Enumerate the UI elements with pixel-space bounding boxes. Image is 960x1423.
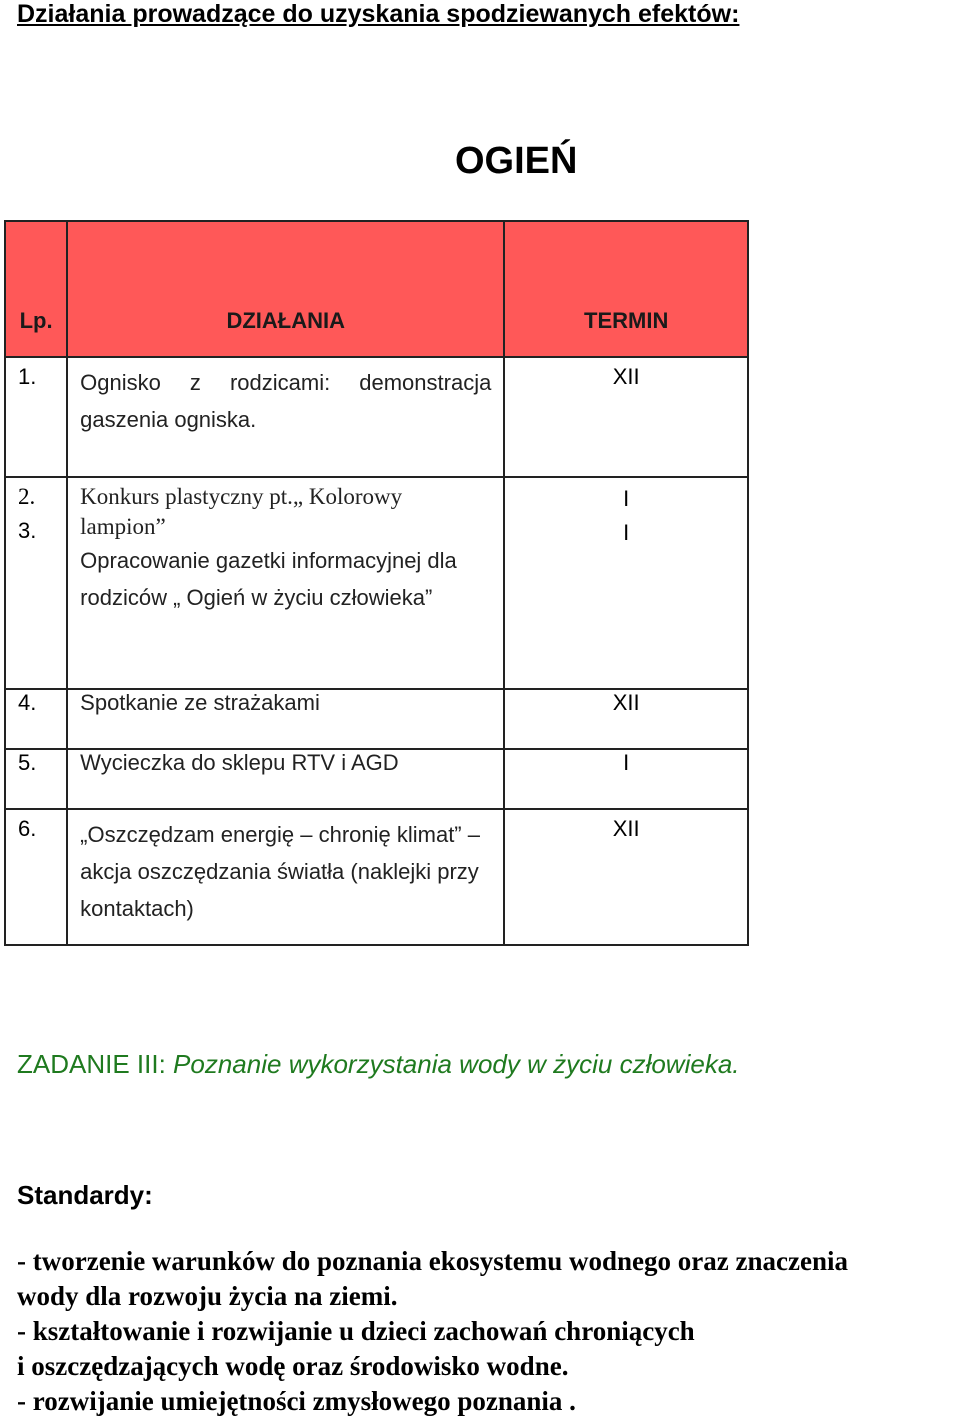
row-number: 6. xyxy=(5,809,67,945)
row-number: 2. xyxy=(18,484,36,509)
row-term: XII xyxy=(504,357,748,477)
table-row xyxy=(5,689,748,749)
row-action: Spotkanie ze strażakami xyxy=(67,689,504,749)
actions-table xyxy=(4,220,749,946)
row-action: Konkurs plastyczny pt.„ Kolorowy lampion” xyxy=(80,484,403,539)
row-term: XII xyxy=(504,689,748,749)
table-row xyxy=(5,749,748,809)
row-term: I xyxy=(623,520,630,545)
header-actions: DZIAŁANIA xyxy=(67,221,504,357)
row-number: 1. xyxy=(5,357,67,477)
row-action: Wycieczka do sklepu RTV i AGD xyxy=(67,749,504,809)
task-label: ZADANIE III: xyxy=(17,1049,166,1079)
row-action: Ognisko z rodzicami: demonstracja gaszenia ogniska. xyxy=(67,357,504,477)
standards-line: wody dla rozwoju życia na ziemi. xyxy=(17,1281,398,1311)
row-action: Opracowanie gazetki informacyjnej dla rodziców „ Ogień w życiu człowieka” xyxy=(80,548,457,610)
table-header-row xyxy=(5,221,748,357)
standards-line: - kształtowanie i rozwijanie u dzieci zachowań chroniących xyxy=(17,1316,695,1346)
table-row xyxy=(5,357,748,477)
task-text: Poznanie wykorzystania wody w życiu człowieka. xyxy=(173,1049,740,1079)
section-heading: Działania prowadzące do uzyskania spodziewanych efektów: xyxy=(17,0,740,28)
task-heading xyxy=(17,1049,740,1080)
standards-title: Standardy: xyxy=(17,1180,153,1210)
header-lp: Lp. xyxy=(5,221,67,357)
standards-line: - tworzenie warunków do poznania ekosystemu wodnego oraz znaczenia xyxy=(17,1246,848,1276)
row-number: 5. xyxy=(5,749,67,809)
page-title: OGIEŃ xyxy=(455,140,578,182)
header-term: TERMIN xyxy=(504,221,748,357)
standards-line: i oszczędzających wodę oraz środowisko wodne. xyxy=(17,1351,569,1381)
standards-list xyxy=(17,1244,960,1419)
row-term: XII xyxy=(504,809,748,945)
row-number: 4. xyxy=(5,689,67,749)
row-action: „Oszczędzam energię – chronię klimat” – akcja oszczędzania światła (naklejki przy kontaktach) xyxy=(67,809,504,945)
row-term: I xyxy=(623,486,630,511)
table-row xyxy=(5,809,748,945)
row-term: I xyxy=(504,749,748,809)
table-row xyxy=(5,477,748,689)
standards-line: - rozwijanie umiejętności zmysłowego poznania . xyxy=(17,1386,576,1416)
row-number: 3. xyxy=(18,518,37,543)
